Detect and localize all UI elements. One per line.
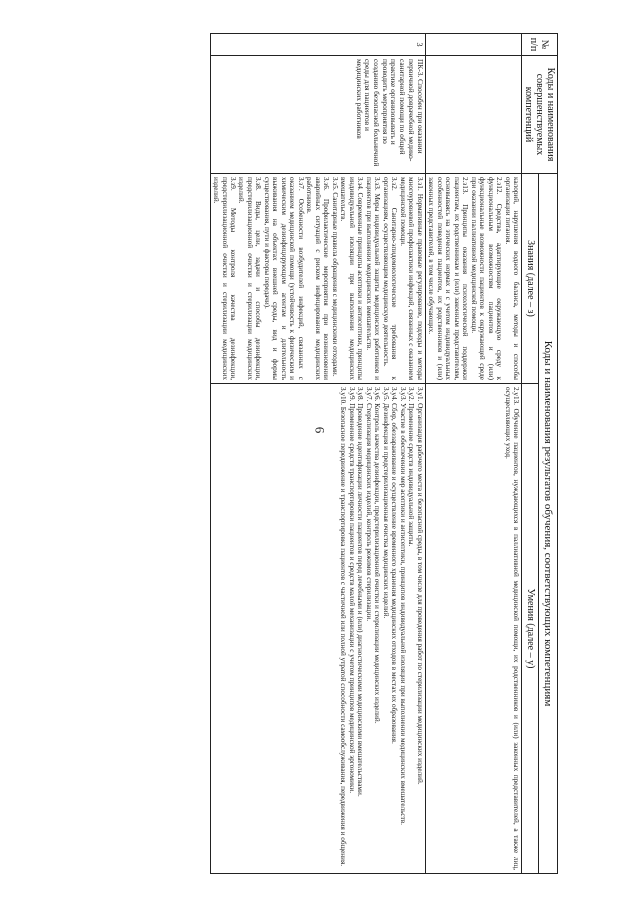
row-skills <box>425 384 521 874</box>
knowledge-item: 3.з4. Современные принципы асептики и антисептики, принципы индивидуальной изоляции при выполнении медицинских вмешательств. <box>339 177 365 380</box>
header-knowledge: Знания (далее – з) <box>522 174 539 384</box>
knowledge-item: 3.з9. Методы контроля качества дезинфекции, предстерилизационной очистки и стерилизации медицинских изделий. <box>212 177 238 380</box>
skill-item: 2.у13. Обучение пациентов, нуждающихся в паллиативной медицинской помощи, их родственников и (или) законных представителей, а также лиц, осуществляющих уход. <box>503 387 520 870</box>
skill-item: 3.у7. Стерилизация медицинских изделий, контроль режимов стерилизации. <box>364 387 373 622</box>
row-skills <box>210 384 425 874</box>
table-row <box>210 34 425 874</box>
knowledge-item: 3.з3. Меры индивидуальной защиты медицинских работников и пациентов при выполнении медицинских вмешательств. <box>364 177 382 380</box>
row-num <box>425 34 521 56</box>
header-code: Коды и наименования совершенствуемых компетенций <box>522 56 558 174</box>
row-num: 3 <box>210 34 425 56</box>
page-number: 6 <box>312 426 328 434</box>
skill-item: 3.у8. Проведение идентификации личности пациентов перед лечебными и (или) диагностическими медицинскими вмешательствами. <box>356 387 365 797</box>
row-knowledge <box>210 174 425 384</box>
skill-item: 3.у9. Применение средств транспортировки пациентов и средств малой механизации с учетом принципов медицинской эргономики. <box>347 387 356 794</box>
header-num: № п/п <box>522 34 558 56</box>
knowledge-item: 2.з13. Принципы оказания психологической поддержки пациентам, их родственникам и (или) законным представителям, основываясь на этических нормах и с учетом индивидуальных особенностей поведения пациентов, их родственников и (или) законных представителей, в том числе обучающих. <box>427 177 470 380</box>
skill-item: 3.у3. Участие в обеспечении мер асептики и антисептики, принципов индивидуальной изоляции при выполнении медицинских вмешательств. <box>398 387 407 825</box>
knowledge-item: 3.з6. Профилактические мероприятия при возникновении аварийных ситуаций с риском инфицирования медицинских работников. <box>305 177 331 380</box>
skill-item: 3.у4. Сбор, обеззараживание и осуществление временного хранения медицинских отходов в местах их образования. <box>390 387 399 744</box>
header-skills: Умения (далее – у) <box>522 384 539 874</box>
skill-item: 3.у5. Дезинфекция и предстерилизационная очистка медицинских изделий. <box>381 387 390 619</box>
knowledge-item: 3.з2. Санитарно-эпидемиологические требования к организациям, осуществляющим медицинскую деятельность. <box>381 177 399 380</box>
row-code: ПК-3. Способен при оказании первичной доврачебной медико-санитарной помощи по общей практике организовывать и проводить мероприятия по созданию безопасной больничной среды для пациентов и медицинских работников <box>210 56 425 174</box>
competency-table-rotated <box>58 33 558 873</box>
row-code <box>425 56 521 174</box>
knowledge-item: 3.з8. Виды, цели, задачи и способы дезинфекции, предстерилизационной очистки и стерилизации медицинских изделий. <box>237 177 263 380</box>
competency-table <box>210 33 558 874</box>
row-knowledge <box>425 174 521 384</box>
skill-item: 3.у2. Применение средств индивидуальной защиты. <box>407 387 416 547</box>
knowledge-item: 2.з12. Средства, адаптирующие окружающую среду к функциональным возможностям пациентов и (или) функциональные возможности пациентов к окружающей среде при оказании паллиативной медицинской помощи. <box>469 177 504 380</box>
knowledge-item: калорий, нарушения водного баланса, методы и способы организации питания. <box>503 177 520 380</box>
knowledge-item: 3.з5. Санитарные правила обращения с медицинскими отходами. <box>330 177 339 377</box>
skill-item: 3.у6. Контроль качества дезинфекции, предстерилизационной очистки и стерилизации медицинских изделий. <box>373 387 382 724</box>
table-row <box>425 34 521 874</box>
header-group: Коды и наименования результатов обучения, соответствующих компетенциям <box>539 174 558 874</box>
knowledge-item: 3.з7. Особенности возбудителей инфекций, связанных с оказанием медицинской помощи (устойчивость к физическим и химическим дезинфицирующим агентам и длительность выживания на объектах внешней среды, вид и формы существования, пути и факторы передачи). <box>262 177 305 380</box>
skill-item: 3.у1. Организация рабочего места и безопасной среды, в том числе для проведения работ по стерилизации медицинских изделий. <box>415 387 424 785</box>
knowledge-item: 3.з1. Нормативные правовые регулирование, подходы и методы многоуровневой профилактики инфекций, связанных с оказанием медицинской помощи. <box>398 177 424 380</box>
skill-item: 3.у10. Безопасное передвижение и транспортировка пациентов с частичной или полной утратой способности самообслуживания, передвижения и общения. <box>339 387 348 867</box>
